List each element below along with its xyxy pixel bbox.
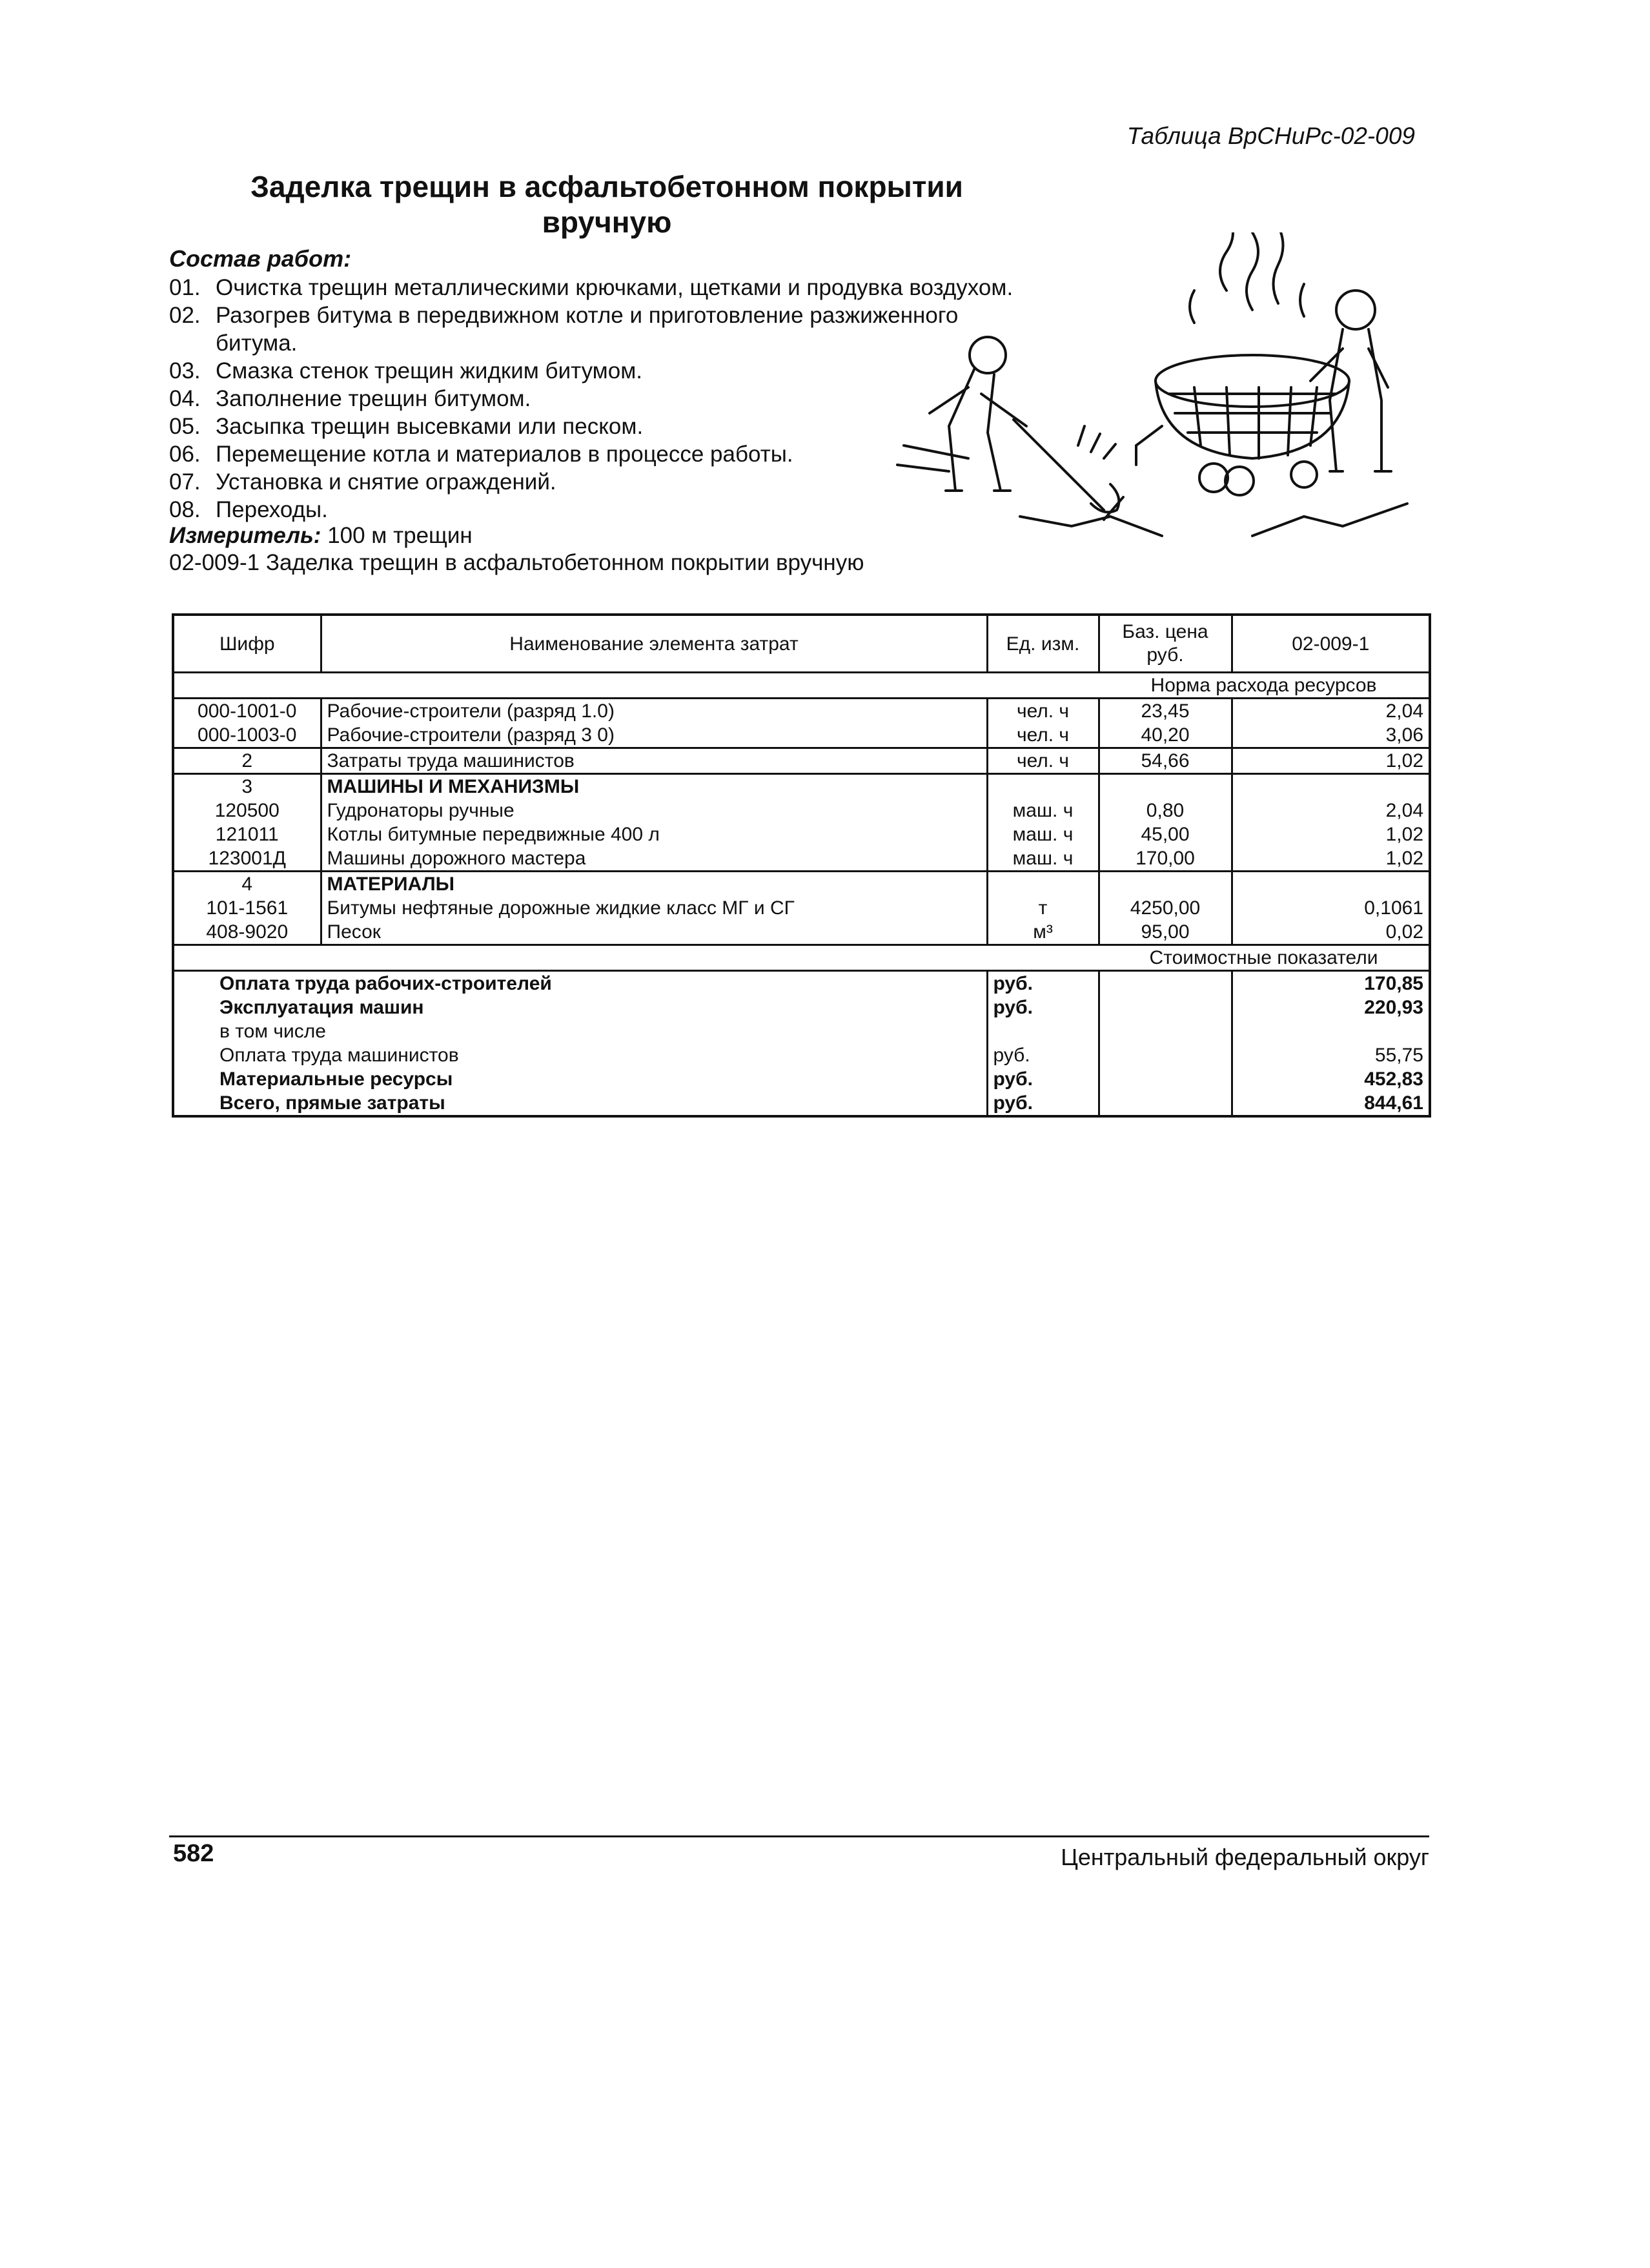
work-item-number: 01. — [169, 275, 201, 300]
section-row-norm — [173, 673, 1430, 699]
work-item-text: Переходы. — [216, 497, 328, 522]
cell-norm: 0,1061 — [1232, 896, 1430, 920]
header-name: Наименование элемента затрат — [321, 615, 987, 673]
totals-row — [173, 1091, 1430, 1116]
total-name: Всего, прямые затраты — [173, 1091, 987, 1116]
total-name: Оплата труда рабочих-строителей — [173, 971, 987, 996]
cell-unit — [987, 774, 1099, 799]
cell-code: 3 — [173, 774, 321, 799]
total-unit: руб. — [987, 1043, 1099, 1067]
cell-price: 54,66 — [1099, 748, 1232, 774]
footer-region: Центральный федеральный округ — [1061, 1844, 1429, 1870]
total-unit: руб. — [987, 1091, 1099, 1116]
total-value: 844,61 — [1232, 1091, 1430, 1116]
work-item-text: Установка и снятие ограждений. — [216, 469, 556, 495]
work-item-text: Засыпка трещин высевками или песком. — [216, 414, 644, 439]
cell-norm: 2,04 — [1232, 699, 1430, 724]
table-row — [173, 896, 1430, 920]
header-code: Шифр — [173, 615, 321, 673]
cell-name: Гудронаторы ручные — [321, 799, 987, 822]
work-item-text: Разогрев битума в передвижном котле и приготовление разжиженного битума. — [216, 303, 959, 356]
total-unit: руб. — [987, 1067, 1099, 1091]
table-row — [173, 723, 1430, 748]
table-row — [173, 872, 1430, 897]
page-title — [168, 169, 1046, 240]
total-name: в том числе — [173, 1019, 987, 1043]
table-header-row — [173, 615, 1430, 673]
total-unit: руб. — [987, 996, 1099, 1019]
cell-norm: 0,02 — [1232, 920, 1430, 945]
table-row — [173, 846, 1430, 872]
cell-unit: маш. ч — [987, 846, 1099, 872]
work-item-text: Очистка трещин металлическими крючками, щетками и продувка воздухом. — [216, 275, 1013, 300]
section-norm-label: Норма расхода ресурсов — [1099, 673, 1430, 699]
total-value: 220,93 — [1232, 996, 1430, 1019]
cell-unit: маш. ч — [987, 822, 1099, 846]
cell-code: 408-9020 — [173, 920, 321, 945]
work-composition-label: Состав работ: — [169, 245, 352, 272]
work-item-number: 02. — [169, 303, 201, 328]
cell-norm: 1,02 — [1232, 748, 1430, 774]
cell-code: 101-1561 — [173, 896, 321, 920]
cell-norm: 2,04 — [1232, 799, 1430, 822]
section-cost-label: Стоимостные показатели — [1099, 945, 1430, 971]
totals-row — [173, 1067, 1430, 1091]
cell-price: 4250,00 — [1099, 896, 1232, 920]
title-line-1: Заделка трещин в асфальтобетонном покрытии — [250, 170, 963, 203]
cell-price — [1099, 872, 1232, 897]
header-norm: 02-009-1 — [1232, 615, 1430, 673]
totals-row — [173, 971, 1430, 996]
cell-price: 23,45 — [1099, 699, 1232, 724]
cell-unit — [987, 872, 1099, 897]
table-row — [173, 822, 1430, 846]
code-line: 02-009-1 Заделка трещин в асфальтобетонном покрытии вручную — [169, 550, 864, 575]
total-name: Оплата труда машинистов — [173, 1043, 987, 1067]
cell-norm — [1232, 774, 1430, 799]
cell-name: МАШИНЫ И МЕХАНИЗМЫ — [321, 774, 987, 799]
table-row — [173, 799, 1430, 822]
totals-row — [173, 996, 1430, 1019]
header-unit: Ед. изм. — [987, 615, 1099, 673]
cell-code: 120500 — [173, 799, 321, 822]
cell-price: 45,00 — [1099, 822, 1232, 846]
cell-unit: чел. ч — [987, 748, 1099, 774]
cell-code: 2 — [173, 748, 321, 774]
cell-code: 121011 — [173, 822, 321, 846]
cell-price: 95,00 — [1099, 920, 1232, 945]
cell-unit: чел. ч — [987, 699, 1099, 724]
cell-name: Машины дорожного мастера — [321, 846, 987, 872]
cell-price — [1099, 774, 1232, 799]
total-unit — [987, 1019, 1099, 1043]
total-value: 452,83 — [1232, 1067, 1430, 1091]
cell-name: Рабочие-строители (разряд 1.0) — [321, 699, 987, 724]
cell-price: 40,20 — [1099, 723, 1232, 748]
cell-name: Рабочие-строители (разряд 3 0) — [321, 723, 987, 748]
total-unit: руб. — [987, 971, 1099, 996]
measure-line — [169, 523, 473, 549]
cell-code: 123001Д — [173, 846, 321, 872]
title-line-2: вручную — [542, 205, 672, 239]
work-item-text: Смазка стенок трещин жидким битумом. — [216, 358, 643, 383]
cell-name: Битумы нефтяные дорожные жидкие класс МГ и СГ — [321, 896, 987, 920]
work-item-number: 05. — [169, 414, 201, 439]
page-number: 582 — [173, 1840, 214, 1867]
cell-name: МАТЕРИАЛЫ — [321, 872, 987, 897]
cell-code: 4 — [173, 872, 321, 897]
cell-unit: м³ — [987, 920, 1099, 945]
cell-name: Котлы битумные передвижные 400 л — [321, 822, 987, 846]
totals-row — [173, 1019, 1430, 1043]
cell-norm — [1232, 872, 1430, 897]
work-item-number: 08. — [169, 497, 201, 522]
work-item-text: Заполнение трещин битумом. — [216, 386, 531, 411]
work-item-number: 07. — [169, 469, 201, 495]
table-reference: Таблица ВрСНиРс-02-009 — [1126, 123, 1415, 149]
cell-name: Затраты труда машинистов — [321, 748, 987, 774]
cell-name: Песок — [321, 920, 987, 945]
cell-code: 000-1003-0 — [173, 723, 321, 748]
work-item-number: 04. — [169, 386, 201, 411]
total-value — [1232, 1019, 1430, 1043]
footer-divider — [169, 1835, 1429, 1837]
cell-price: 170,00 — [1099, 846, 1232, 872]
cell-unit: чел. ч — [987, 723, 1099, 748]
cell-code: 000-1001-0 — [173, 699, 321, 724]
table-row — [173, 920, 1430, 945]
totals-row — [173, 1043, 1430, 1067]
work-item-text: Перемещение котла и материалов в процессе работы. — [216, 442, 793, 467]
cell-unit: маш. ч — [987, 799, 1099, 822]
cell-norm: 1,02 — [1232, 846, 1430, 872]
total-name: Эксплуатация машин — [173, 996, 987, 1019]
cost-table — [172, 613, 1431, 1118]
total-name: Материальные ресурсы — [173, 1067, 987, 1091]
work-item-number: 03. — [169, 358, 201, 383]
section-row-cost — [173, 945, 1430, 971]
measure-label: Измеритель: — [169, 523, 321, 548]
table-row — [173, 774, 1430, 799]
measure-value: 100 м трещин — [327, 523, 473, 548]
work-item-number: 06. — [169, 442, 201, 467]
table-row — [173, 699, 1430, 724]
workers-illustration — [891, 232, 1420, 542]
cell-price: 0,80 — [1099, 799, 1232, 822]
table-row — [173, 748, 1430, 774]
cell-norm: 1,02 — [1232, 822, 1430, 846]
cell-norm: 3,06 — [1232, 723, 1430, 748]
total-value: 55,75 — [1232, 1043, 1430, 1067]
header-price: Баз. цена руб. — [1099, 615, 1232, 673]
total-value: 170,85 — [1232, 971, 1430, 996]
cell-unit: т — [987, 896, 1099, 920]
